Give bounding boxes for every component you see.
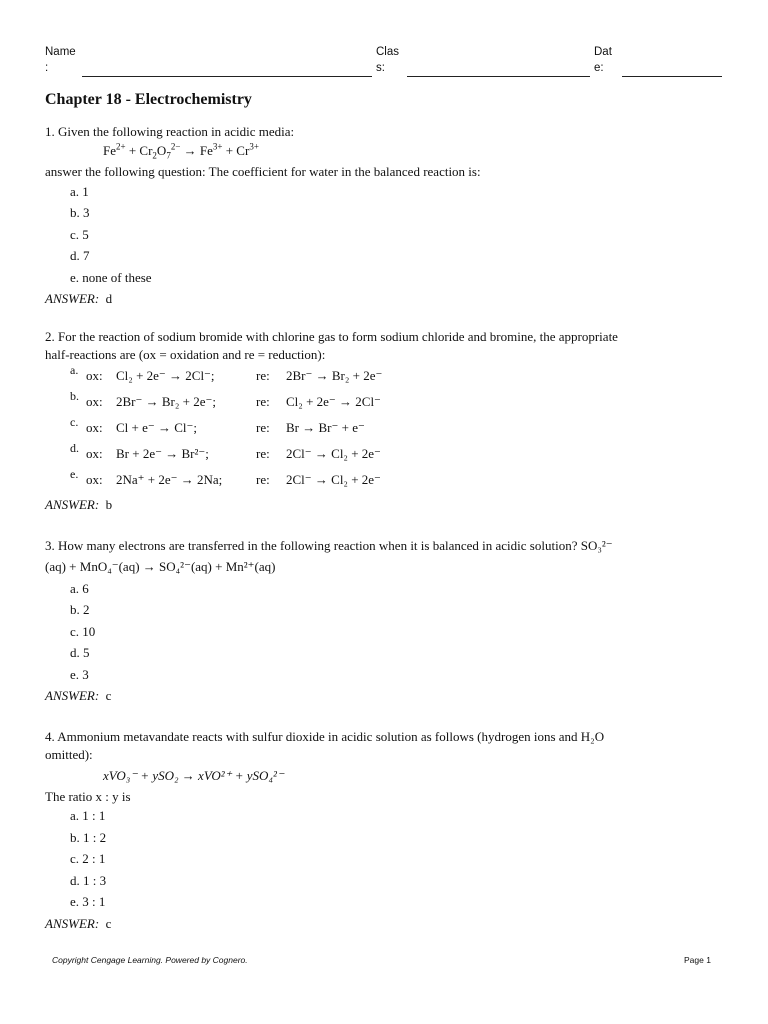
answer-value: d bbox=[105, 291, 113, 306]
page-title: Chapter 18 - Electrochemistry bbox=[45, 91, 252, 108]
q4-option-b[interactable]: b. 1 : 2 bbox=[70, 830, 107, 845]
name-field-line[interactable] bbox=[82, 76, 372, 77]
q2-option-d[interactable]: d. ox: Br + 2e⁻ → Br²⁻; re: 2Cl⁻ → Cl₂ + 2e⁻ bbox=[70, 441, 381, 461]
date-field-line[interactable] bbox=[622, 76, 722, 77]
q2-stem-line1: 2. For the reaction of sodium bromide with chlorine gas to form sodium chloride and bromine, the appropriate bbox=[45, 329, 618, 344]
q3-answer bbox=[45, 688, 111, 704]
q4-option-e[interactable]: e. 3 : 1 bbox=[70, 894, 106, 909]
q3-option-c[interactable]: c. 10 bbox=[70, 624, 96, 639]
q4-stem-line1: 4. Ammonium metavandate reacts with sulfur dioxide in acidic solution as follows (hydrogen ions and H₂O bbox=[45, 729, 605, 744]
q2-option-c[interactable]: c. ox: Cl + e⁻ → Cl⁻; re: Br → Br⁻ + e⁻ bbox=[70, 415, 365, 435]
class-field-line[interactable] bbox=[407, 76, 590, 77]
q2-option-a[interactable]: a. ox: Cl₂ + 2e⁻ → 2Cl⁻; re: 2Br⁻ → Br₂ + 2e⁻ bbox=[70, 363, 383, 383]
footer-page-number: Page 1 bbox=[684, 955, 711, 965]
answer-label: ANSWER: bbox=[45, 291, 100, 306]
q3-stem-line1: 3. How many electrons are transferred in the following reaction when it is balanced in acidic solution? SO₃²⁻ bbox=[45, 538, 613, 553]
class-label: Clas bbox=[376, 46, 400, 58]
q2-option-e[interactable]: e. ox: 2Na⁺ + 2e⁻ → 2Na; re: 2Cl⁻ → Cl₂ + 2e⁻ bbox=[70, 467, 381, 487]
q1-option-e[interactable]: e. none of these bbox=[70, 270, 152, 285]
answer-label: ANSWER: bbox=[45, 688, 100, 703]
q1-option-d[interactable]: d. 7 bbox=[70, 248, 90, 263]
q4-equation: xVO₃⁻ + ySO₂ → xVO²⁺ + ySO₄²⁻ bbox=[103, 768, 284, 783]
q4-option-c[interactable]: c. 2 : 1 bbox=[70, 851, 106, 866]
q2-option-b[interactable]: b. ox: 2Br⁻ → Br₂ + 2e⁻; re: Cl₂ + 2e⁻ → 2Cl⁻ bbox=[70, 389, 381, 409]
q2-answer bbox=[45, 497, 112, 513]
q1-question: answer the following question: The coefficient for water in the balanced reaction is: bbox=[45, 164, 481, 179]
name-label: Name bbox=[45, 46, 76, 58]
date-label-suffix: e: bbox=[594, 62, 604, 74]
q3-option-b[interactable]: b. 2 bbox=[70, 602, 90, 617]
q1-option-b[interactable]: b. 3 bbox=[70, 205, 90, 220]
footer-copyright: Copyright Cengage Learning. Powered by Cognero. bbox=[52, 955, 248, 965]
answer-label: ANSWER: bbox=[45, 916, 100, 931]
q2-stem-line2: half-reactions are (ox = oxidation and re = reduction): bbox=[45, 347, 326, 362]
q3-option-e[interactable]: e. 3 bbox=[70, 667, 89, 682]
q4-stem-line2: omitted): bbox=[45, 747, 93, 762]
q4-option-a[interactable]: a. 1 : 1 bbox=[70, 808, 106, 823]
class-label-suffix: s: bbox=[376, 62, 385, 74]
q1-stem: 1. Given the following reaction in acidic media: bbox=[45, 124, 295, 139]
q3-option-a[interactable]: a. 6 bbox=[70, 581, 89, 596]
name-label-colon: : bbox=[45, 62, 49, 74]
q4-option-d[interactable]: d. 1 : 3 bbox=[70, 873, 107, 888]
answer-value: c bbox=[105, 916, 112, 931]
date-label: Dat bbox=[594, 46, 612, 58]
answer-value: b bbox=[105, 497, 113, 512]
q1-option-a[interactable]: a. 1 bbox=[70, 184, 89, 199]
answer-value: c bbox=[105, 688, 112, 703]
q4-ratio: The ratio x : y is bbox=[45, 789, 131, 804]
q3-stem-line2: (aq) + MnO₄⁻(aq) → SO₄²⁻(aq) + Mn²⁺(aq) bbox=[45, 559, 276, 574]
q3-option-d[interactable]: d. 5 bbox=[70, 645, 90, 660]
q1-answer bbox=[45, 291, 112, 307]
q4-answer bbox=[45, 916, 111, 932]
answer-label: ANSWER: bbox=[45, 497, 100, 512]
q1-option-c[interactable]: c. 5 bbox=[70, 227, 89, 242]
q1-equation: $Fe^{2+} + Cr_2O_7^{2-} \to Fe^{3+} + Cr^{3+}$ bbox=[103, 141, 259, 161]
